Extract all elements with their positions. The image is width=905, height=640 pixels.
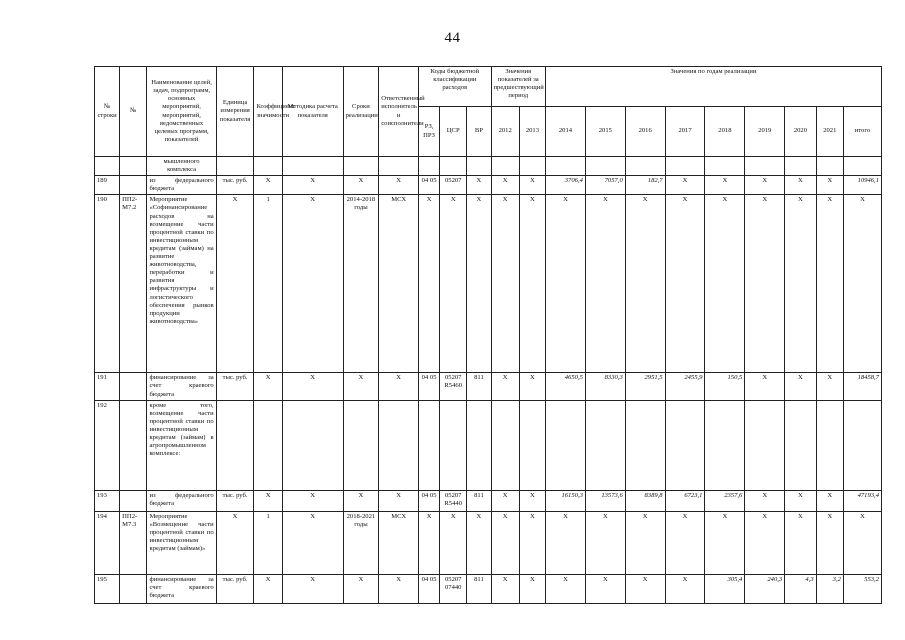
vr-cell: X	[467, 511, 491, 574]
value-cell: 240,3	[745, 574, 785, 603]
value-cell: 2951,5	[625, 373, 665, 400]
value-cell: X	[816, 195, 843, 373]
value-cell	[519, 400, 545, 490]
row-number-cell: 189	[95, 176, 120, 195]
value-cell: X	[519, 195, 545, 373]
method-cell	[282, 400, 343, 490]
continuation-text: мышленного комплекса	[147, 157, 216, 176]
table-row	[95, 157, 882, 176]
period-cell: 2014-2018 годы	[343, 195, 379, 373]
value-cell	[665, 400, 705, 490]
value-cell: X	[546, 574, 586, 603]
header-year: 2019	[745, 107, 785, 157]
header-rz: РЗ, ПРЗ	[419, 107, 440, 157]
item-code-cell	[120, 373, 147, 400]
row-number-cell: 191	[95, 373, 120, 400]
value-cell: X	[785, 195, 816, 373]
table-row	[95, 176, 882, 195]
value-cell	[843, 400, 881, 490]
row-number-cell: 194	[95, 511, 120, 574]
value-cell: 150,5	[705, 373, 745, 400]
executor-cell: МСХ	[379, 195, 419, 373]
value-cell	[546, 400, 586, 490]
header-name: Наименование целей, задач, подпрограмм, основных мероприятий, мероприятий, ведомственных целевых программ, показателей	[147, 67, 216, 157]
csr-cell: X	[440, 195, 467, 373]
value-cell: 8389,8	[625, 490, 665, 511]
header-number: №	[120, 67, 147, 157]
coefficient-cell: X	[254, 490, 282, 511]
value-cell: X	[785, 511, 816, 574]
page-number: 44	[444, 30, 461, 46]
rz-cell: X	[419, 195, 440, 373]
coefficient-cell: X	[254, 373, 282, 400]
value-cell: X	[705, 511, 745, 574]
vr-cell	[467, 400, 491, 490]
value-cell: X	[519, 511, 545, 574]
row-number-cell: 195	[95, 574, 120, 603]
row-number-cell: 190	[95, 195, 120, 373]
value-cell: 8330,3	[585, 373, 625, 400]
item-name-cell: из федерального бюджета	[147, 490, 216, 511]
header-period: Сроки реализации	[343, 67, 379, 157]
csr-cell: 05207 R5460	[440, 373, 467, 400]
value-cell: X	[491, 574, 519, 603]
value-cell: X	[745, 195, 785, 373]
value-cell: X	[785, 490, 816, 511]
value-cell: X	[816, 511, 843, 574]
value-cell: X	[843, 195, 881, 373]
value-cell: 13573,6	[585, 490, 625, 511]
value-cell: X	[745, 511, 785, 574]
value-cell: X	[745, 176, 785, 195]
value-cell	[745, 400, 785, 490]
vr-cell: 811	[467, 490, 491, 511]
value-cell: X	[816, 373, 843, 400]
value-cell: X	[625, 195, 665, 373]
value-cell: 553,2	[843, 574, 881, 603]
value-cell: X	[546, 511, 586, 574]
value-cell: X	[491, 373, 519, 400]
rz-cell: 04 05	[419, 574, 440, 603]
value-cell: X	[785, 176, 816, 195]
value-cell	[816, 400, 843, 490]
value-cell: X	[585, 511, 625, 574]
unit-cell: X	[216, 511, 254, 574]
period-cell: X	[343, 176, 379, 195]
coefficient-cell	[254, 400, 282, 490]
csr-cell: X	[440, 511, 467, 574]
header-year: 2018	[705, 107, 745, 157]
header-coefficient: Коэффициент значимости	[254, 67, 282, 157]
value-cell: X	[491, 195, 519, 373]
value-cell: X	[519, 490, 545, 511]
coefficient-cell: X	[254, 176, 282, 195]
value-cell: 2455,9	[665, 373, 705, 400]
value-cell	[585, 400, 625, 490]
item-code-cell: ПП2-М7.3	[120, 511, 147, 574]
table-row	[95, 574, 882, 603]
unit-cell: тыс. руб.	[216, 490, 254, 511]
value-cell: X	[546, 195, 586, 373]
header-method: Методика расчета показателя	[282, 67, 343, 157]
period-cell	[343, 400, 379, 490]
header-year-values: Значения по годам реализации	[546, 67, 882, 107]
period-cell: X	[343, 373, 379, 400]
value-cell: 7057,0	[585, 176, 625, 195]
method-cell: X	[282, 574, 343, 603]
rz-cell: 04 05	[419, 490, 440, 511]
header-executor: Ответственный исполнитель и соисполнители	[379, 67, 419, 157]
period-cell: 2018-2021 годы	[343, 511, 379, 574]
item-name-cell: Мероприятие «Возмещение части процентной ставки по инвестиционным кредитам (займам)»	[147, 511, 216, 574]
header-year: 2014	[546, 107, 586, 157]
table-row	[95, 373, 882, 400]
executor-cell: X	[379, 574, 419, 603]
method-cell: X	[282, 195, 343, 373]
table-row	[95, 400, 882, 490]
value-cell: X	[519, 574, 545, 603]
value-cell: 2357,6	[705, 490, 745, 511]
csr-cell: 05207 07440	[440, 574, 467, 603]
program-table	[94, 66, 882, 604]
value-cell: 3706,4	[546, 176, 586, 195]
vr-cell: X	[467, 176, 491, 195]
rz-cell: 04 05	[419, 176, 440, 195]
vr-cell: X	[467, 195, 491, 373]
value-cell: X	[843, 511, 881, 574]
csr-cell: 05207 R5440	[440, 490, 467, 511]
vr-cell: 811	[467, 373, 491, 400]
item-code-cell: ПП2-М7.2	[120, 195, 147, 373]
value-cell: X	[519, 176, 545, 195]
executor-cell: МСХ	[379, 511, 419, 574]
value-cell: X	[785, 373, 816, 400]
header-year: 2012	[491, 107, 519, 157]
header-year: 2021	[816, 107, 843, 157]
value-cell: X	[519, 373, 545, 400]
value-cell: X	[665, 195, 705, 373]
header-prev-values: Значения показателей за предшествующий период	[491, 67, 546, 107]
item-code-cell	[120, 490, 147, 511]
value-cell: 6723,1	[665, 490, 705, 511]
value-cell: X	[816, 176, 843, 195]
value-cell: X	[585, 574, 625, 603]
rz-cell	[419, 400, 440, 490]
item-code-cell	[120, 574, 147, 603]
value-cell: X	[816, 490, 843, 511]
value-cell: 4,3	[785, 574, 816, 603]
item-name-cell: из федерального бюджета	[147, 176, 216, 195]
method-cell: X	[282, 373, 343, 400]
value-cell	[625, 400, 665, 490]
value-cell: X	[705, 195, 745, 373]
value-cell: X	[665, 511, 705, 574]
item-code-cell	[120, 400, 147, 490]
value-cell: 47193,4	[843, 490, 881, 511]
value-cell: X	[665, 176, 705, 195]
value-cell: 305,4	[705, 574, 745, 603]
item-name-cell: Мероприятие «Софинансирование расходов на возмещение части процентной ставки по инвестиционным кредитам (займам) на развитие животноводства, переработки и развития инфраструктуры и логистического обеспечения рынков продукции животноводства»	[147, 195, 216, 373]
row-number-cell: 193	[95, 490, 120, 511]
value-cell: X	[585, 195, 625, 373]
table-row	[95, 490, 882, 511]
header-unit: Единица измерения показателя	[216, 67, 254, 157]
unit-cell	[216, 400, 254, 490]
header-year: 2015	[585, 107, 625, 157]
coefficient-cell: 1	[254, 511, 282, 574]
value-cell: X	[745, 490, 785, 511]
value-cell: 3,2	[816, 574, 843, 603]
value-cell: X	[625, 511, 665, 574]
header-vr: ВР	[467, 107, 491, 157]
executor-cell: X	[379, 373, 419, 400]
value-cell: X	[705, 176, 745, 195]
rz-cell: 04 05	[419, 373, 440, 400]
table-row	[95, 195, 882, 373]
value-cell: 16150,3	[546, 490, 586, 511]
item-code-cell	[120, 176, 147, 195]
header-year: 2020	[785, 107, 816, 157]
item-name-cell: финансирование за счет краевого бюджета	[147, 373, 216, 400]
vr-cell: 811	[467, 574, 491, 603]
period-cell: X	[343, 574, 379, 603]
value-cell: X	[491, 490, 519, 511]
period-cell: X	[343, 490, 379, 511]
value-cell: X	[625, 574, 665, 603]
table-row	[95, 511, 882, 574]
executor-cell: X	[379, 176, 419, 195]
value-cell	[785, 400, 816, 490]
value-cell: X	[491, 511, 519, 574]
header-year: 2017	[665, 107, 705, 157]
executor-cell: X	[379, 490, 419, 511]
item-name-cell: кроме того, возмещение части процентной ставки по инвестиционным кредитам (займам) в агропромышленном комплексе:	[147, 400, 216, 490]
value-cell	[705, 400, 745, 490]
value-cell: 18458,7	[843, 373, 881, 400]
unit-cell: тыс. руб.	[216, 574, 254, 603]
header-total: итого	[843, 107, 881, 157]
value-cell: 182,7	[625, 176, 665, 195]
method-cell: X	[282, 176, 343, 195]
method-cell: X	[282, 511, 343, 574]
value-cell	[491, 400, 519, 490]
unit-cell: тыс. руб.	[216, 373, 254, 400]
value-cell: X	[665, 574, 705, 603]
header-year: 2013	[519, 107, 545, 157]
value-cell: X	[491, 176, 519, 195]
unit-cell: тыс. руб.	[216, 176, 254, 195]
coefficient-cell: X	[254, 574, 282, 603]
value-cell: X	[745, 373, 785, 400]
value-cell: 4650,5	[546, 373, 586, 400]
coefficient-cell: 1	[254, 195, 282, 373]
row-number-cell: 192	[95, 400, 120, 490]
value-cell: 10946,1	[843, 176, 881, 195]
header-budget-codes: Коды бюджетной классификации расходов	[419, 67, 491, 107]
csr-cell: 05207	[440, 176, 467, 195]
header-row-number: № строки	[95, 67, 120, 157]
header-year: 2016	[625, 107, 665, 157]
executor-cell	[379, 400, 419, 490]
unit-cell: X	[216, 195, 254, 373]
rz-cell: X	[419, 511, 440, 574]
item-name-cell: финансирование за счет краевого бюджета	[147, 574, 216, 603]
header-csr: ЦСР	[440, 107, 467, 157]
method-cell: X	[282, 490, 343, 511]
csr-cell	[440, 400, 467, 490]
